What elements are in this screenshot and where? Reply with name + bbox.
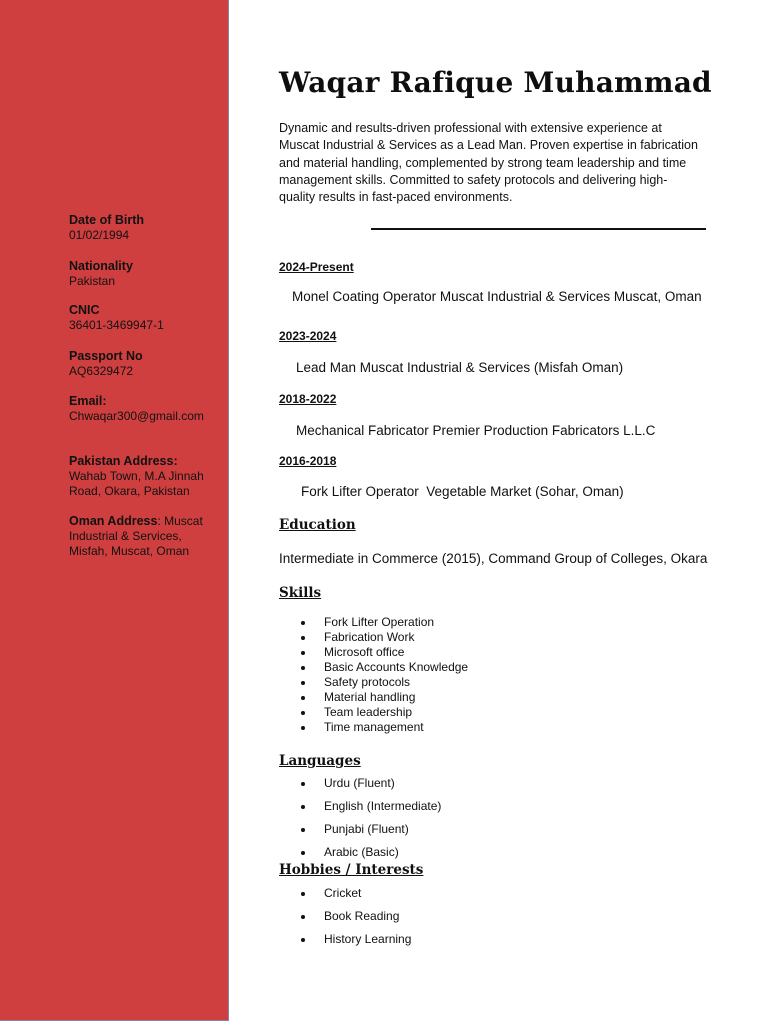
list-item: English (Intermediate) <box>300 795 441 818</box>
cnic-value: 36401-3469947-1 <box>69 318 164 332</box>
pakistan-address-label: Pakistan Address: <box>69 454 178 468</box>
passport-label: Passport No <box>69 349 143 363</box>
skills-heading: Skills <box>279 585 322 601</box>
list-item: Fabrication Work <box>300 630 468 645</box>
languages-list <box>300 772 441 864</box>
list-item: History Learning <box>300 928 411 951</box>
hobbies-heading: Hobbies / Interests <box>279 862 424 878</box>
sidebar-panel <box>0 0 229 1021</box>
hobbies-list <box>300 882 411 951</box>
list-item: Cricket <box>300 882 411 905</box>
oman-address-block <box>69 514 219 559</box>
education-heading: Education <box>279 517 356 533</box>
email-block <box>69 394 219 424</box>
passport-block <box>69 349 219 379</box>
dob-value: 01/02/1994 <box>69 228 130 242</box>
pakistan-address-value: Wahab Town, M.A Jinnah Road, Okara, Pakistan <box>69 469 204 498</box>
pakistan-address-block <box>69 454 219 499</box>
nationality-value: Pakistan <box>69 274 116 288</box>
profile-summary: Dynamic and results-driven professional with extensive experience at Muscat Industrial & Services as a Lead Man. Proven expertise in fabrication and material handling, complemented by strong team leadership and time management skills. Committed to safety protocols and delivering high-quality results in fast-paced environments. <box>279 121 698 205</box>
cnic-label: CNIC <box>69 303 100 317</box>
list-item: Time management <box>300 720 468 735</box>
list-item: Book Reading <box>300 905 411 928</box>
list-item: Microsoft office <box>300 645 468 660</box>
list-item: Material handling <box>300 690 468 705</box>
list-item: Fork Lifter Operation <box>300 615 468 630</box>
dob-block <box>69 213 219 243</box>
email-value[interactable]: Chwaqar300@gmail.com <box>69 409 204 423</box>
nationality-block <box>69 259 219 289</box>
experience-role-1: Monel Coating Operator Muscat Industrial & Services Muscat, Oman <box>292 289 702 304</box>
languages-heading: Languages <box>279 753 361 769</box>
list-item: Team leadership <box>300 705 468 720</box>
experience-role-2: Lead Man Muscat Industrial & Services (Misfah Oman) <box>296 360 624 375</box>
cnic-block <box>69 303 219 333</box>
list-item: Punjabi (Fluent) <box>300 818 441 841</box>
header-divider <box>371 228 706 230</box>
list-item: Basic Accounts Knowledge <box>300 660 468 675</box>
experience-role-3: Mechanical Fabricator Premier Production Fabricators L.L.C <box>296 423 656 438</box>
nationality-label: Nationality <box>69 259 133 273</box>
email-label: Email: <box>69 394 107 408</box>
passport-value: AQ6329472 <box>69 364 134 378</box>
list-item: Arabic (Basic) <box>300 841 441 864</box>
list-item: Safety protocols <box>300 675 468 690</box>
list-item: Urdu (Fluent) <box>300 772 441 795</box>
candidate-name: Waqar Rafique Muhammad <box>279 66 712 99</box>
experience-period-4: 2016-2018 <box>279 454 337 468</box>
dob-label: Date of Birth <box>69 213 144 227</box>
skills-list <box>300 615 468 735</box>
experience-period-1: 2024-Present <box>279 260 354 274</box>
experience-period-2: 2023-2024 <box>279 329 337 343</box>
oman-address-value: : Muscat Industrial & Services, Misfah, Muscat, Oman <box>69 514 203 558</box>
oman-address-label: Oman Address <box>69 514 158 528</box>
education-text: Intermediate in Commerce (2015), Command Group of Colleges, Okara <box>279 551 708 566</box>
experience-role-4: Fork Lifter Operator Vegetable Market (Sohar, Oman) <box>301 484 624 499</box>
experience-period-3: 2018-2022 <box>279 392 337 406</box>
